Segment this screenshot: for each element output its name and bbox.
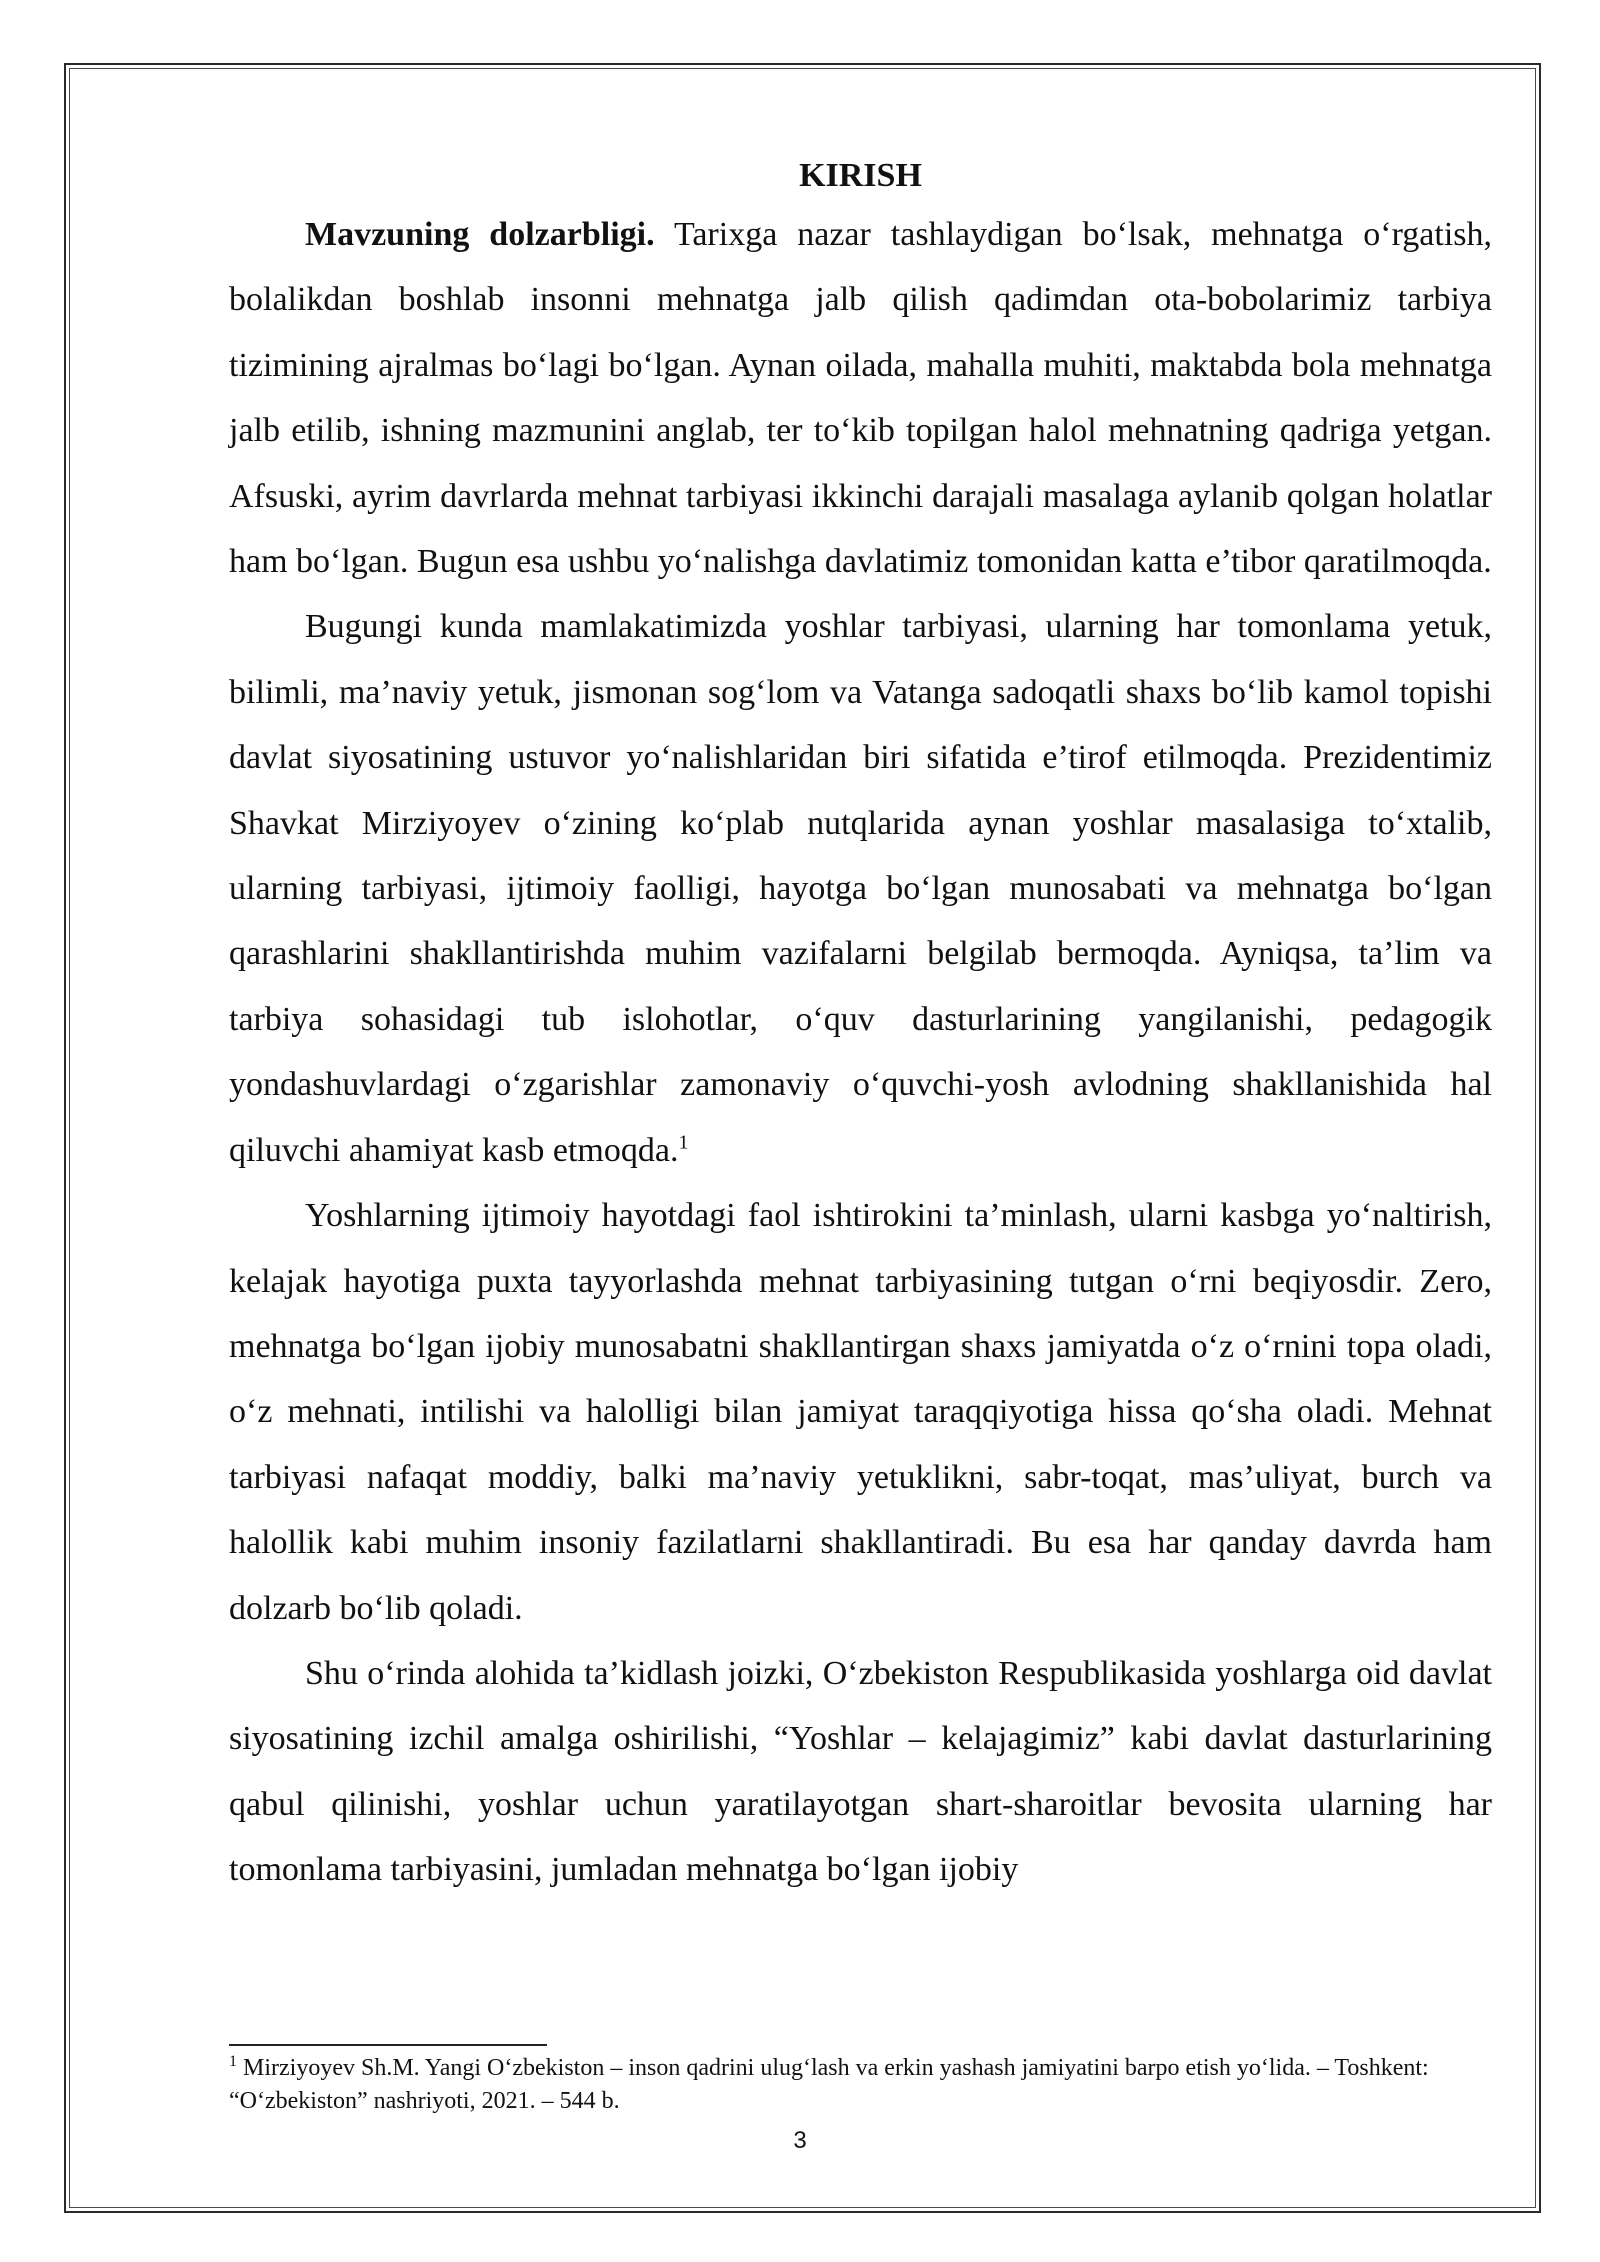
footnote-separator <box>229 2044 547 2046</box>
footnote-marker: 1 <box>229 2053 237 2070</box>
paragraph-labor-education <box>229 1183 1492 1641</box>
paragraph-youth-policy <box>229 594 1492 1183</box>
paragraph-state-programs <box>229 1641 1492 1903</box>
footnote-reference[interactable]: 1 <box>678 1131 689 1154</box>
section-heading: KIRISH <box>799 157 922 194</box>
paragraph-text: Bugungi kunda mamlakatimizda yoshlar tarbiyasi, ularning har tomonlama yetuk, bilimli, ma’naviy yetuk, jismonan sog‘lom va Vatanga sadoqatli shaxs bo‘lib kamol topishi davlat siyosatining ustuvor yo‘nalishlaridan biri sifatida e’tirof etilmoqda. Prezidentimiz Shavkat Mirziyoyev o‘zining ko‘plab nutqlarida aynan yoshlar masalasiga to‘xtalib, ularning tarbiyasi, ijtimoiy faolligi, hayotga bo‘lgan munosabati va mehnatga bo‘lgan qarashlarini shakllantirishda muhim vazifalarni belgilab bermoqda. Ayniqsa, ta’lim va tarbiya sohasidagi tub islohotlar, o‘quv dasturlarining yangilanishi, pedagogik yondashuvlardagi o‘zgarishlar zamonaviy o‘quvchi-yosh avlodning shakllanishida hal qiluvchi ahamiyat kasb etmoqda. <box>229 608 1492 1169</box>
footnote-text: Mirziyoyev Sh.M. Yangi O‘zbekiston – inson qadrini ulug‘lash va erkin yashash jamiyatini barpo etish yo‘lida. – Toshkent: “O‘zbekiston” nashriyoti, 2021. – 544 b. <box>229 2055 1429 2114</box>
paragraph-lead: Mavzuning dolzarbligi. <box>305 216 655 253</box>
paragraph-text: Shu o‘rinda alohida ta’kidlash joizki, O‘zbekiston Respublikasida yoshlarga oid davlat siyosatining izchil amalga oshirilishi, “Yoshlar – kelajagimiz” kabi davlat dasturlarining qabul qilinishi, yoshlar uchun yaratilayotgan shart-sharoitlar bevosita ularning har tomonlama tarbiyasini, jumladan mehnatga bo‘lgan ijobiy <box>229 1654 1492 1889</box>
page-number: 3 <box>793 2127 807 2154</box>
footnote <box>229 2052 1492 2118</box>
document-body <box>229 150 1492 1903</box>
paragraph-text: Tarixga nazar tashlaydigan bo‘lsak, mehnatga o‘rgatish, bolalikdan boshlab insonni mehnatga jalb qilish qadimdan ota-bobolarimiz tarbiya tizimining ajralmas bo‘lagi bo‘lgan. Aynan oilada, mahalla muhiti, maktabda bola mehnatga jalb etilib, ishning mazmunini anglab, ter to‘kib topilgan halol mehnatning qadriga yetgan. Afsuski, ayrim davrlarda mehnat tarbiyasi ikkinchi darajali masalaga aylanib qolgan holatlar ham bo‘lgan. Bugun esa ushbu yo‘nalishga davlatimiz tomonidan katta e’tibor qaratilmoqda. <box>229 216 1493 581</box>
paragraph-text: Yoshlarning ijtimoiy hayotdagi faol ishtirokini ta’minlash, ularni kasbga yo‘naltirish, kelajak hayotiga puxta tayyorlashda mehnat tarbiyasining tutgan o‘rni beqiyosdir. Zero, mehnatga bo‘lgan ijobiy munosabatni shakllantirgan shaxs jamiyatda o‘z o‘rnini topa oladi, o‘z mehnati, intilishi va halolligi bilan jamiyat taraqqiyotiga hissa qo‘sha oladi. Mehnat tarbiyasi nafaqat moddiy, balki ma’naviy yetuklikni, sabr-toqat, mas’uliyat, burch va halollik kabi muhim insoniy fazilatlarni shakllantiradi. Bu esa har qanday davrda ham dolzarb bo‘lib qoladi. <box>229 1197 1492 1627</box>
paragraph-relevance <box>229 202 1492 594</box>
